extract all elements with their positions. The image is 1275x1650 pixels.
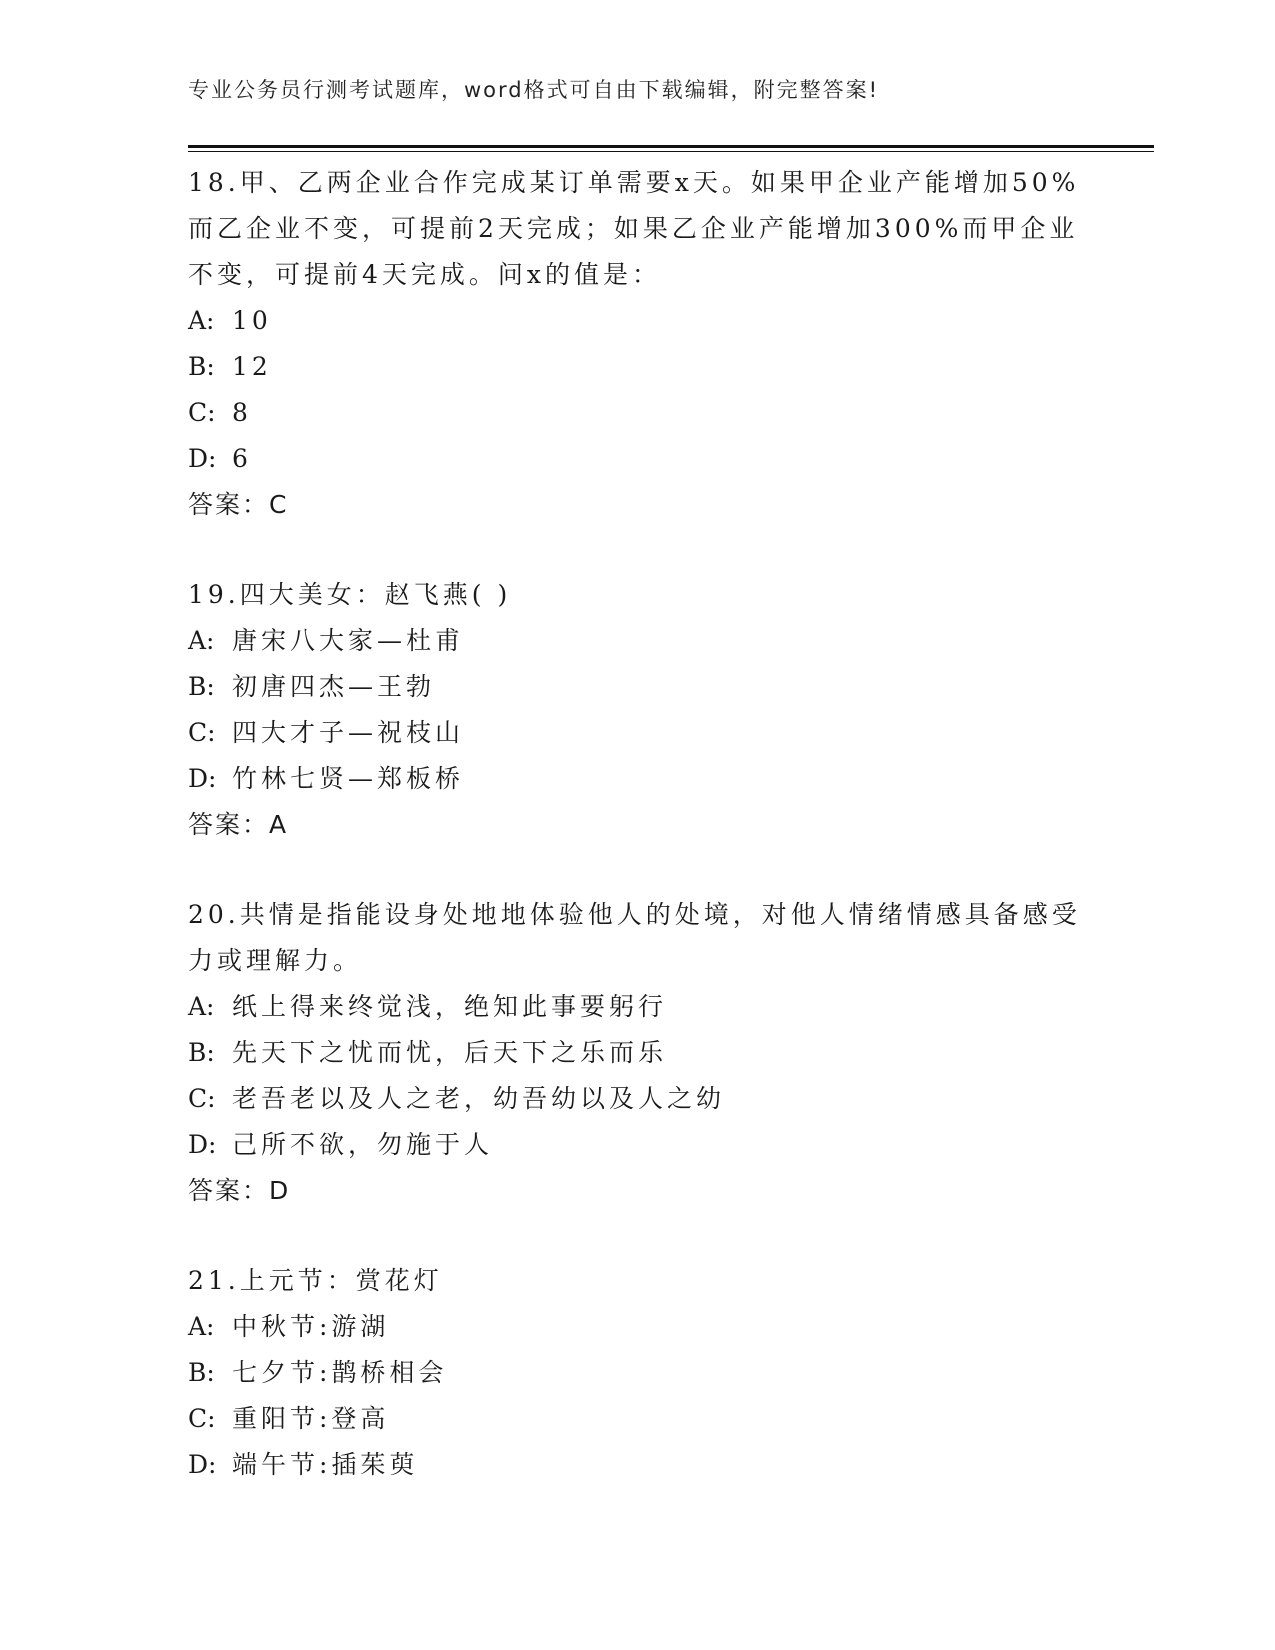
option-key: B: (188, 1038, 215, 1067)
answer-line: 答案：A (188, 810, 289, 839)
option-a (188, 298, 1088, 344)
option-b (188, 344, 1088, 390)
question-stem-line: 力或理解力。 (188, 946, 363, 975)
option-text: 唐宋八大家—杜甫 (232, 626, 465, 655)
option-key: C: (188, 718, 216, 747)
option-key: A: (188, 1312, 215, 1341)
question-stem-line: 不变，可提前4天完成。问x的值是： (188, 260, 662, 289)
option-c (188, 1076, 1088, 1122)
option-text: 端午节:插茱萸 (232, 1450, 419, 1479)
option-text: 初唐四杰—王勃 (232, 672, 436, 701)
option-text: 四大才子—祝枝山 (232, 718, 465, 747)
option-d (188, 436, 1088, 482)
option-text: 己所不欲，勿施于人 (232, 1130, 494, 1159)
option-text: 老吾老以及人之老，幼吾幼以及人之幼 (232, 1084, 726, 1113)
option-text: 6 (232, 444, 252, 473)
option-text: 10 (232, 306, 272, 335)
question-21 (188, 1258, 1088, 1488)
option-text: 12 (232, 352, 272, 381)
option-a (188, 618, 1088, 664)
question-18 (188, 160, 1088, 528)
answer-line: 答案：D (188, 1176, 291, 1205)
option-d (188, 1122, 1088, 1168)
option-key: C: (188, 1084, 216, 1113)
question-list (188, 160, 1088, 1532)
header-rule-thick (188, 145, 1154, 148)
option-text: 中秋节:游湖 (232, 1312, 390, 1341)
option-a (188, 984, 1088, 1030)
option-b (188, 664, 1088, 710)
option-key: D: (188, 444, 217, 473)
question-stem-line: 21.上元节：赏花灯 (188, 1266, 443, 1295)
question-stem-line: 20.共情是指能设身处地地体验他人的处境，对他人情绪情感具备感受 (188, 900, 1081, 929)
option-text: 先天下之忧而忧，后天下之乐而乐 (232, 1038, 668, 1067)
option-key: C: (188, 1404, 216, 1433)
option-text: 重阳节:登高 (232, 1404, 390, 1433)
option-key: B: (188, 352, 215, 381)
option-d (188, 1442, 1088, 1488)
option-key: A: (188, 306, 215, 335)
option-d (188, 756, 1088, 802)
option-text: 8 (232, 398, 252, 427)
question-19 (188, 572, 1088, 848)
page-header: 专业公务员行测考试题库，word格式可自由下载编辑，附完整答案! (188, 78, 880, 102)
option-key: C: (188, 398, 216, 427)
option-key: B: (188, 672, 215, 701)
option-key: A: (188, 992, 215, 1021)
answer-line: 答案：C (188, 490, 289, 519)
option-key: D: (188, 764, 217, 793)
header-rule-thin (188, 151, 1154, 152)
option-key: B: (188, 1358, 215, 1387)
option-key: D: (188, 1450, 217, 1479)
question-20 (188, 892, 1088, 1214)
option-c (188, 390, 1088, 436)
option-text: 纸上得来终觉浅，绝知此事要躬行 (232, 992, 668, 1021)
question-stem-line: 19.四大美女：赵飞燕( ) (188, 580, 512, 609)
option-b (188, 1350, 1088, 1396)
option-text: 竹林七贤—郑板桥 (232, 764, 465, 793)
option-key: D: (188, 1130, 217, 1159)
question-stem-line: 而乙企业不变，可提前2天完成；如果乙企业产能增加300%而甲企业 (188, 214, 1079, 243)
option-c (188, 710, 1088, 756)
option-text: 七夕节:鹊桥相会 (232, 1358, 448, 1387)
option-c (188, 1396, 1088, 1442)
question-stem-line: 18.甲、乙两企业合作完成某订单需要x天。如果甲企业产能增加50% (188, 168, 1080, 197)
option-key: A: (188, 626, 215, 655)
option-a (188, 1304, 1088, 1350)
option-b (188, 1030, 1088, 1076)
